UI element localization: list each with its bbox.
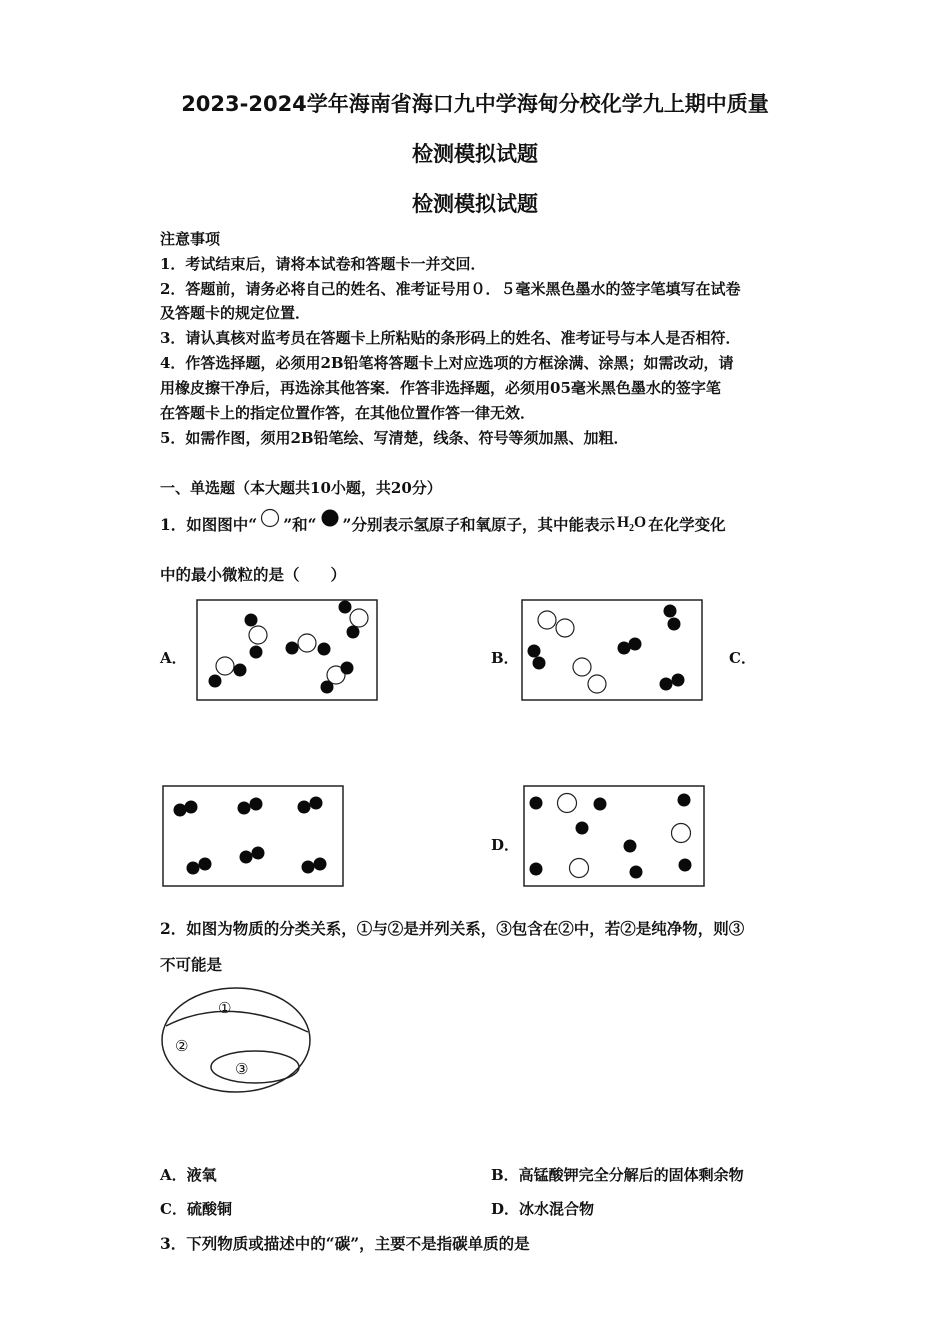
question-1-stem-line2: 中的最小微粒的是（ ）: [160, 565, 347, 584]
q2-option-d[interactable]: D．冰水混合物: [491, 1200, 595, 1218]
formula-h: H: [616, 513, 630, 531]
page-subtitle: 检测模拟试题: [412, 142, 538, 166]
notice-line: 1．考试结束后，请将本试卷和答题卡一并交回．: [160, 255, 486, 273]
option-c-diagram: [162, 785, 344, 887]
section-heading: 一、单选题（本大题共10小题，共20分）: [160, 479, 442, 497]
question-2-stem: 2．如图为物质的分类关系，①与②是并列关系，③包含在②中，若②是纯净物，则③: [160, 919, 745, 938]
question-3-stem: 3．下列物质或描述中的“碳”，主要不是指碳单质的是: [160, 1234, 530, 1253]
option-b-diagram: [521, 599, 703, 701]
notice-line: 3．请认真核对监考员在答题卡上所粘贴的条形码上的姓名、准考证号与本人是否相符．: [160, 329, 741, 347]
option-a-label[interactable]: A．: [160, 649, 187, 667]
oxygen-atom-icon: [319, 507, 341, 529]
option-d-diagram: [523, 785, 705, 887]
q2-option-a[interactable]: A．液氧: [160, 1166, 217, 1184]
notice-line: 5．如需作图，须用2B铅笔绘、写清楚，线条、符号等须加黑、加粗．: [160, 429, 629, 447]
page-title: 2023-2024学年海南省海口九中学海甸分校化学九上期中质量: [181, 92, 769, 116]
q1-text-part: 1．如图图中“: [160, 515, 258, 534]
circle-label-3: ③: [235, 1060, 249, 1078]
formula-o: O: [634, 513, 647, 531]
notice-line: 及答题卡的规定位置．: [160, 304, 311, 322]
q1-text-part: ”和“: [283, 515, 317, 534]
question-2-stem-line2: 不可能是: [160, 955, 223, 974]
q2-option-c[interactable]: C．硫酸铜: [160, 1200, 232, 1218]
water-formula: [617, 514, 646, 534]
notice-line: 2．答题前，请务必将自己的姓名、准考证号用０．５毫米黑色墨水的签字笔填写在试卷: [160, 280, 741, 298]
option-c-label[interactable]: C．: [729, 649, 756, 667]
option-b-label[interactable]: B．: [491, 649, 519, 667]
circle-label-1: ①: [218, 999, 232, 1017]
notice-line: 用橡皮擦干净后，再选涂其他答案．作答非选择题，必须用05毫米黑色墨水的签字笔: [160, 379, 721, 397]
q1-text-part: ”分别表示氢原子和氧原子，其中能表示: [342, 515, 615, 534]
notice-line: 4．作答选择题，必须用2B铅笔将答题卡上对应选项的方框涂满、涂黑；如需改动，请: [160, 354, 734, 372]
classification-diagram: [158, 984, 314, 1096]
q1-text-part: 在化学变化: [648, 515, 726, 534]
page-subtitle-repeat: 检测模拟试题: [412, 192, 538, 216]
circle-label-2: ②: [175, 1037, 189, 1055]
formula-subscript: 2: [629, 523, 635, 535]
hydrogen-atom-icon: [259, 507, 281, 529]
question-1-stem: [160, 513, 726, 535]
option-a-diagram: [196, 599, 378, 701]
notice-heading: 注意事项: [160, 230, 221, 248]
q2-option-b[interactable]: B．高锰酸钾完全分解后的固体剩余物: [491, 1166, 744, 1184]
notice-line: 在答题卡上的指定位置作答，在其他位置作答一律无效．: [160, 404, 536, 422]
option-d-label[interactable]: D．: [491, 836, 520, 854]
